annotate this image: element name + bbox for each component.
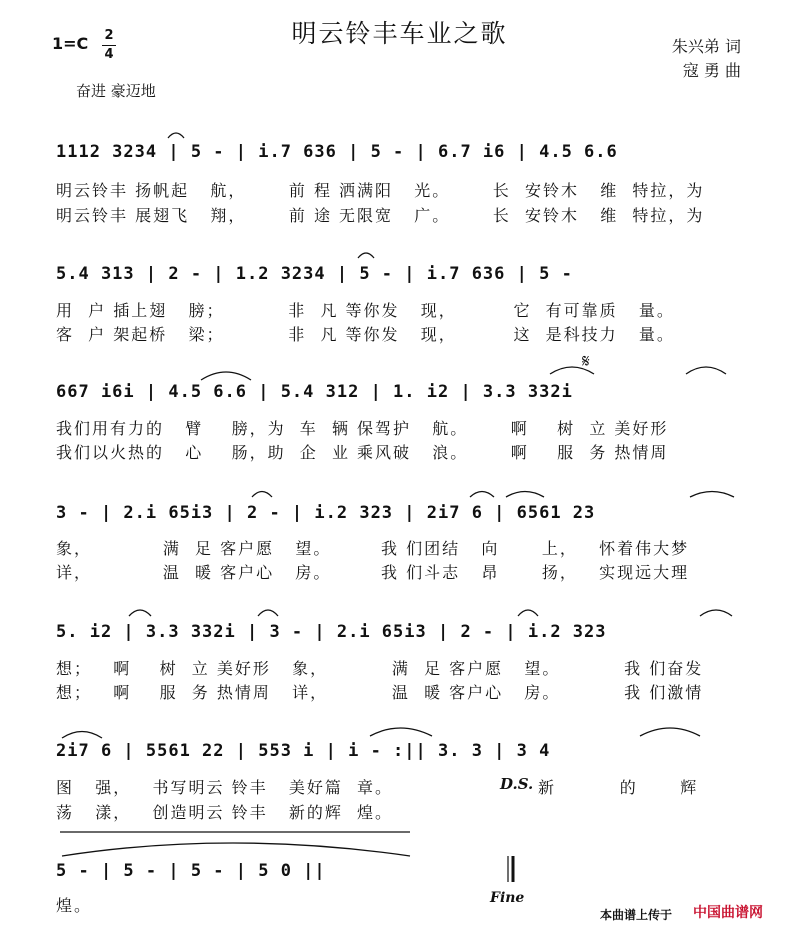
notation-line-4: 3 - | 2.i 65i3 | 2 - | i.2 323 | 2i7 6 | 6561 23: [56, 503, 596, 523]
slur-10: [129, 610, 151, 616]
notation-line-2: 5.4 313 | 2 - | 1.2 3234 | 5 - | i.7 636 | 5 -: [56, 264, 573, 284]
lyric-line-3b: 我们以火热的 心 肠，助 企 业 乘风破 浪。 啊 服 务 热情周: [56, 443, 669, 462]
lyric-line-1b: 明云铃丰 展翅飞 翔， 前 途 无限宽 广。 长 安铃木 维 特拉，为: [56, 206, 705, 225]
lyric-line-2a: 用 户 插上翅 膀； 非 凡 等你发 现， 它 有可靠质 量。: [56, 301, 675, 320]
lyricist-credit: 朱兴弟 词: [671, 37, 741, 56]
slur-14: [62, 732, 102, 739]
lyric-line-6a: 图 强， 书写明云 铃丰 美好篇 章。: [56, 778, 394, 797]
slur-2: [201, 372, 251, 380]
notation-line-3: 667 i6i | 4.5 6.6 | 5.4 312 | 1. i2 | 3.3 332i: [56, 382, 573, 402]
site-logo: 中国曲谱网: [693, 905, 763, 921]
lyric-line-3a: 我们用有力的 臂 膀，为 车 辆 保驾护 航。 啊 树 立 美好形: [56, 419, 669, 438]
slur-15: [370, 728, 432, 736]
slur-13: [700, 610, 732, 616]
lyric-line-6b: 荡 漾， 创造明云 铃丰 新的辉 煌。: [56, 803, 394, 822]
slur-9: [690, 492, 734, 498]
lyric-line-1a: 明云铃丰 扬帆起 航， 前 程 洒满阳 光。 长 安铃木 维 特拉，为: [56, 181, 705, 200]
slur-5: [686, 367, 726, 374]
lyric-line-4a: 象， 满 足 客户愿 望。 我 们团结 向 上， 怀着伟大梦: [56, 539, 690, 558]
ds-marking: D.S.: [500, 775, 534, 793]
lyric-line-4b: 详， 温 暖 客户心 房。 我 们斗志 昂 扬， 实现远大理: [56, 563, 690, 582]
slur-11: [258, 610, 278, 616]
key-signature: 1=C: [52, 34, 89, 53]
notation-line-5: 5. i2 | 3.3 332i | 3 - | 2.i 65i3 | 2 - | i.2 323: [56, 622, 607, 642]
notation-line-6: 2i7 6 | 5561 22 | 553 i | i - :|| 3. 3 | 3 4: [56, 741, 551, 761]
slur-8: [506, 492, 544, 498]
composer-credit: 寇 勇 曲: [682, 61, 741, 80]
lyric-line-2b: 客 户 架起桥 梁； 非 凡 等你发 现， 这 是科技力 量。: [56, 325, 675, 344]
notation-line-1: 1112 3234 | 5 - | i.7 636 | 5 - | 6.7 i6 | 4.5 6.6: [56, 142, 618, 162]
slur-1: [168, 133, 184, 138]
time-signature-top: 2: [104, 28, 114, 43]
tempo-marking: 奋进 豪迈地: [76, 82, 156, 100]
notation-line-7: 5 - | 5 - | 5 - | 5 0 ||: [56, 861, 326, 881]
slur-16: [640, 728, 700, 736]
time-signature-bottom: 4: [104, 47, 114, 62]
lyric-line-7: 煌。: [56, 896, 93, 915]
slur-6: [252, 492, 272, 498]
slur-7: [470, 492, 494, 498]
slur-3: [358, 253, 374, 258]
fine-marking: Fine: [490, 890, 525, 906]
upload-credit: 本曲谱上传于: [600, 908, 673, 922]
lyric-line-5a: 想； 啊 树 立 美好形 象， 满 足 客户愿 望。 我 们奋发: [56, 659, 704, 678]
song-title: 明云铃丰车业之歌: [291, 19, 508, 48]
tie-final: [62, 843, 410, 856]
ds-lyric: 新 的 辉: [538, 778, 699, 797]
lyric-line-5b: 想； 啊 服 务 热情周 详， 温 暖 客户心 房。 我 们激情: [56, 683, 704, 702]
segno-sign: 𝄋: [582, 351, 590, 372]
slur-12: [518, 610, 538, 616]
